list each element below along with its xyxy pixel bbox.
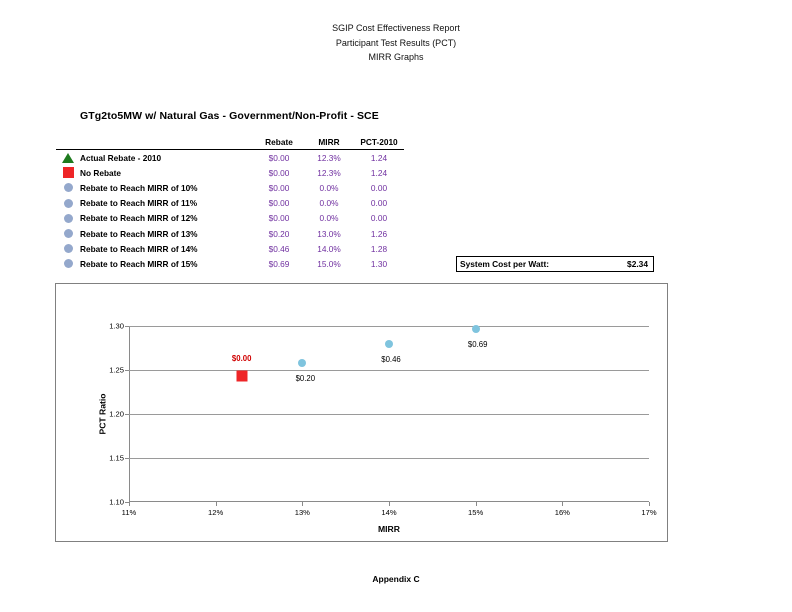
row-pct2010: 0.00 [370,198,388,209]
system-cost-per-watt-box [456,256,654,272]
data-point-square [236,371,247,382]
x-tick-label: 12% [208,508,224,517]
row-pct2010: 1.24 [370,152,388,163]
data-point-circle [472,325,480,333]
circle-marker-icon [64,183,73,192]
row-marker-circle [56,241,80,256]
report-header-line-1: SGIP Cost Effectiveness Report [332,23,460,33]
x-tick-label: 15% [468,508,484,517]
row-mirr: 0.0% [319,182,339,193]
row-rebate: $0.46 [268,243,290,254]
row-label: Rebate to Reach MIRR of 12% [80,213,198,224]
row-label: Rebate to Reach MIRR of 10% [80,182,198,193]
row-mirr: 13.0% [317,228,341,239]
x-tick-mark [129,502,130,506]
results-table [56,134,404,272]
system-cost-label: System Cost per Watt: [460,259,550,269]
row-mirr: 14.0% [317,243,341,254]
y-tick-mark [125,458,129,459]
table-header-row [56,134,404,150]
table-row [56,196,404,211]
report-header [0,21,792,65]
row-pct2010: 1.28 [370,243,388,254]
row-rebate: $0.00 [268,182,290,193]
system-cost-value: $2.34 [627,259,648,269]
row-rebate: $0.00 [268,167,290,178]
data-point-label: $0.20 [295,373,316,383]
circle-marker-icon [64,229,73,238]
table-row [56,150,404,166]
x-tick-mark [389,502,390,506]
y-tick-mark [125,326,129,327]
circle-marker-icon [64,199,73,208]
row-rebate: $0.00 [268,198,290,209]
table-row [56,211,404,226]
table-body [56,150,404,272]
x-tick-label: 16% [554,508,570,517]
section-title: GTg2to5MW w/ Natural Gas - Government/Non-Profit - SCE [80,110,379,122]
row-pct2010: 1.26 [370,228,388,239]
y-gridline [129,326,649,327]
row-marker-circle [56,211,80,226]
square-marker-icon [63,167,74,178]
circle-marker-icon [64,244,73,253]
table-row [56,256,404,271]
row-marker-circle [56,196,80,211]
y-gridline [129,458,649,459]
x-tick-label: 17% [641,508,657,517]
x-tick-mark [476,502,477,506]
row-mirr: 0.0% [319,213,339,224]
row-rebate: $0.69 [268,258,290,269]
row-label: Rebate to Reach MIRR of 13% [80,228,198,239]
y-tick-label: 1.25 [109,365,124,375]
y-gridline [129,414,649,415]
mirr-scatter-chart [55,283,668,542]
row-label: Rebate to Reach MIRR of 15% [80,258,198,269]
row-pct2010: 0.00 [370,182,388,193]
row-marker-circle [56,256,80,271]
table-header-marker [56,134,80,150]
page-footer: Appendix C [372,574,420,584]
row-marker-circle [56,226,80,241]
table-row [56,180,404,195]
x-tick-mark [302,502,303,506]
x-axis-title: MIRR [378,524,400,534]
x-tick-mark [649,502,650,506]
data-point-circle [385,340,393,348]
row-rebate: $0.00 [268,213,290,224]
y-tick-mark [125,414,129,415]
row-mirr: 0.0% [319,198,339,209]
data-point-label: $0.69 [467,339,488,349]
table-header-mirr: MIRR [304,134,354,150]
row-mirr: 12.3% [317,167,341,178]
row-mirr: 12.3% [317,152,341,163]
report-header-line-2: Participant Test Results (PCT) [335,37,457,48]
x-tick-label: 14% [381,508,397,517]
row-pct2010: 1.30 [370,258,388,269]
table-header-pct2010: PCT-2010 [354,134,404,150]
y-tick-mark [125,370,129,371]
row-mirr: 15.0% [317,258,341,269]
x-tick-label: 13% [294,508,310,517]
y-tick-label: 1.30 [109,321,124,331]
x-tick-label: 11% [121,508,137,517]
row-rebate: $0.00 [268,152,290,163]
table-row [56,241,404,256]
y-tick-label: 1.10 [109,497,124,507]
table-header-rebate: Rebate [254,134,304,150]
row-rebate: $0.20 [268,228,290,239]
table-row [56,226,404,241]
y-tick-label: 1.20 [109,409,124,419]
y-axis-title: PCT Ratio [97,393,108,435]
row-label: Rebate to Reach MIRR of 14% [80,243,198,254]
plot-area [97,321,657,534]
circle-marker-icon [64,259,73,268]
circle-marker-icon [64,214,73,223]
y-tick-label: 1.15 [109,453,124,463]
report-header-line-3: MIRR Graphs [368,52,424,62]
row-marker-square [56,165,80,180]
row-label: Actual Rebate - 2010 [80,152,162,163]
data-point-circle [298,359,306,367]
data-point-label: $0.00 [231,354,252,364]
triangle-marker-icon [62,153,74,163]
row-label: Rebate to Reach MIRR of 11% [80,198,198,209]
table-row [56,165,404,180]
row-pct2010: 1.24 [370,167,388,178]
row-marker-triangle [56,150,80,166]
row-marker-circle [56,180,80,195]
x-tick-mark [216,502,217,506]
row-label: No Rebate [80,167,122,178]
y-gridline [129,370,649,371]
row-pct2010: 0.00 [370,213,388,224]
x-tick-mark [562,502,563,506]
data-point-label: $0.46 [381,355,401,365]
table-header-label [80,134,254,150]
